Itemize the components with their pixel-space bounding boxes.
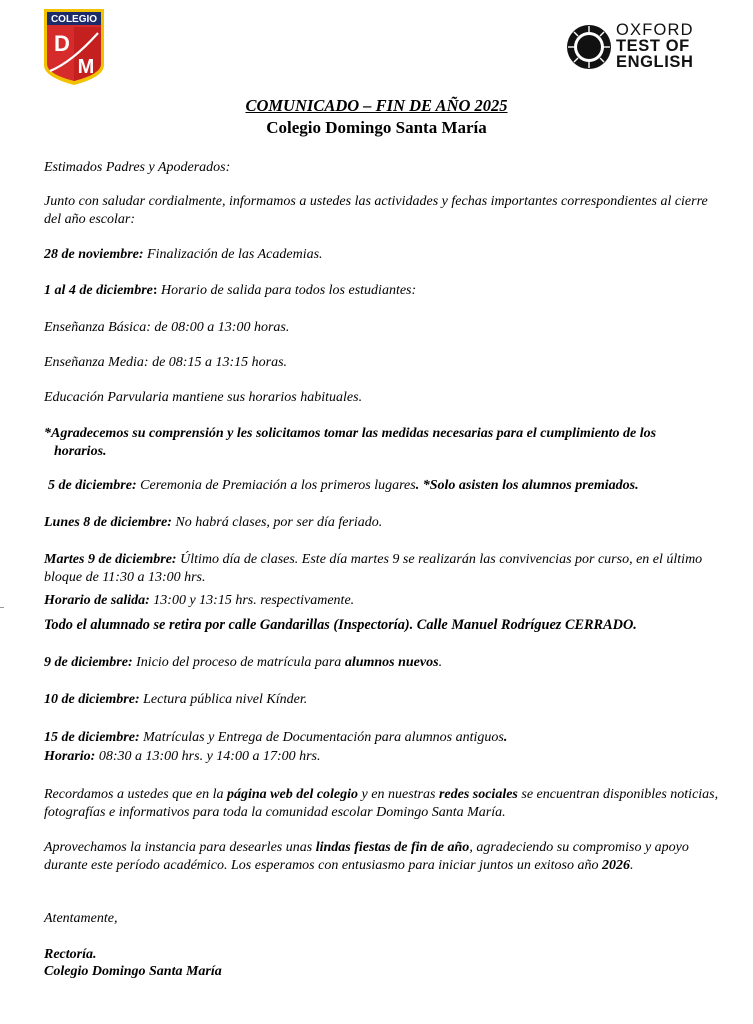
margin-mark	[0, 607, 4, 608]
signature-line-2: Colegio Domingo Santa María	[44, 964, 222, 979]
item-bold-note: . *Solo asisten los alumnos premiados.	[415, 478, 639, 493]
note-line-1: *Agradecemos su comprensión y les solicitamos tomar las medidas necesarias para el cumplimiento de los	[44, 426, 657, 441]
greeting: Estimados Padres y Apoderados:	[44, 160, 231, 175]
horario-parvularia: Educación Parvularia mantiene sus horarios habituales.	[44, 390, 363, 405]
item-date: 10 de diciembre:	[44, 692, 140, 707]
item-date: 28 de noviembre:	[44, 247, 144, 262]
horario-text: 08:30 a 13:00 hrs. y 14:00 a 17:00 hrs.	[95, 749, 321, 764]
document-title: COMUNICADO – FIN DE AÑO 2025	[245, 96, 508, 115]
web-text: se encuentran disponibles noticias, fotografías e informativos para toda la comunidad escolar Domingo Santa María.	[44, 787, 719, 820]
item-28-noviembre	[44, 246, 719, 264]
item-text: Último día de clases. Este día martes 9 se realizarán las convivencias por curso, en el último bloque de 11:30 a 13:00 hrs.	[44, 552, 703, 585]
item-date: Martes 9 de diciembre:	[44, 552, 177, 567]
closing-bold: lindas fiestas de fin de año	[315, 840, 470, 855]
item-date: 9 de diciembre:	[44, 655, 133, 670]
item-text: Inicio del proceso de matrícula para	[132, 655, 345, 670]
document-subtitle: Colegio Domingo Santa María	[266, 118, 487, 137]
web-text: y en nuestras	[358, 787, 439, 802]
oxford-line-3: ENGLISH	[616, 53, 694, 71]
item-text: Horario de salida para todos los estudiantes:	[157, 283, 417, 298]
oxford-logo	[566, 20, 716, 76]
signature-line-1: Rectoría.	[44, 947, 97, 962]
item-15-diciembre	[44, 729, 719, 747]
school-logo	[42, 7, 106, 87]
horario-label: Horario:	[44, 749, 96, 764]
item-10-diciembre	[44, 691, 719, 709]
school-logo-initial-top: D	[54, 31, 70, 56]
web-bold: página web del colegio	[227, 787, 359, 802]
horario-salida-label: Horario de salida:	[44, 593, 150, 608]
item-1-4-diciembre	[44, 282, 719, 300]
closing-text: .	[630, 858, 634, 873]
item-text: No habrá clases, por ser día feriado.	[171, 515, 383, 530]
alumnado-notice: Todo el alumnado se retira por calle Gandarillas (Inspectoría). Calle Manuel Rodríguez CERRADO.	[44, 617, 637, 633]
horario-matricula	[44, 748, 719, 766]
horario-basica: Enseñanza Básica: de 08:00 a 13:00 horas.	[44, 320, 290, 335]
item-5-diciembre	[48, 477, 723, 495]
oxford-line-2: TEST OF	[616, 37, 690, 55]
item-date: 5 de diciembre:	[48, 478, 137, 493]
item-8-diciembre	[44, 514, 719, 532]
closing-text: Aprovechamos la instancia para desearles unas	[44, 840, 316, 855]
note-line-2: horarios.	[54, 444, 107, 459]
horario-salida-text: 13:00 y 13:15 hrs. respectivamente.	[149, 593, 355, 608]
intro-paragraph: Junto con saludar cordialmente, informamos a ustedes las actividades y fechas importantes correspondientes al cierre del año escolar:	[44, 194, 708, 227]
horario-salida	[44, 592, 719, 610]
closing-paragraph	[44, 839, 719, 875]
item-colon: :	[152, 283, 158, 298]
item-9-diciembre-matricula	[44, 654, 719, 672]
item-text: Matrículas y Entrega de Documentación para alumnos antiguos	[139, 730, 504, 745]
item-text: Lectura pública nivel Kínder.	[139, 692, 308, 707]
closing-year: 2026	[602, 858, 631, 873]
item-date: 1 al 4 de diciembre	[44, 283, 153, 298]
item-text: Ceremonia de Premiación a los primeros lugares	[136, 478, 416, 493]
item-text: Finalización de las Academias.	[143, 247, 323, 262]
web-text: Recordamos a ustedes que en la	[44, 787, 227, 802]
item-date: Lunes 8 de diciembre:	[44, 515, 172, 530]
school-logo-initial-bottom: M	[77, 56, 95, 78]
item-end: .	[438, 655, 443, 670]
school-logo-label: COLEGIO	[50, 14, 98, 25]
web-bold: redes sociales	[438, 787, 518, 802]
oxford-seal-icon	[566, 24, 612, 70]
item-end: .	[503, 730, 508, 745]
note-paragraph	[44, 425, 719, 461]
horario-media: Enseñanza Media: de 08:15 a 13:15 horas.	[44, 355, 288, 370]
item-date: 15 de diciembre:	[44, 730, 140, 745]
item-bold: alumnos nuevos	[344, 655, 439, 670]
farewell: Atentamente,	[44, 911, 118, 926]
web-paragraph	[44, 786, 719, 822]
closing-text: , agradeciendo su compromiso y apoyo durante este período académico. Los esperamos con entusiasmo para iniciar juntos un exitoso año	[44, 840, 689, 873]
item-9-diciembre	[44, 551, 719, 587]
oxford-line-1: OXFORD	[616, 21, 694, 39]
